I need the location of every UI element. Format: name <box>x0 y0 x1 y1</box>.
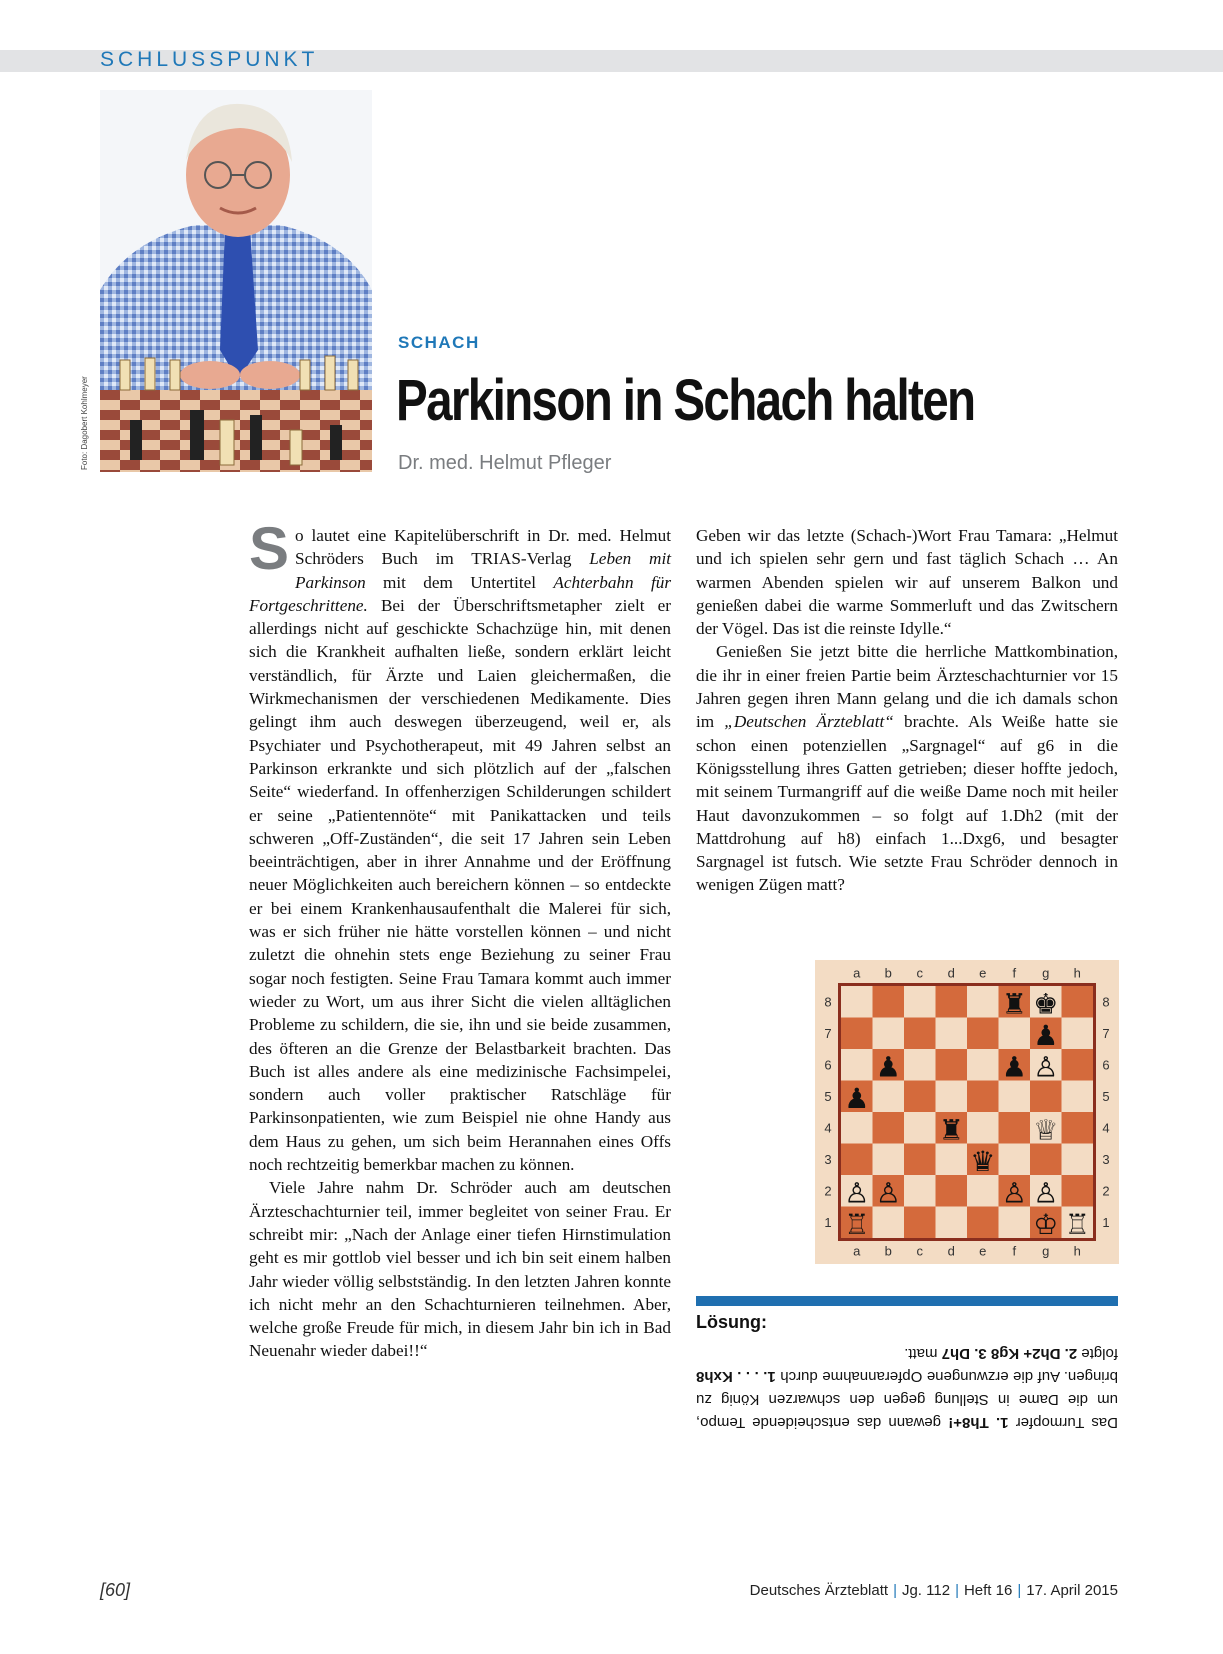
text: Genießen Sie jetzt bitte die herrliche Mattkombination, die ihr in einer freien Partie beim Ärzteschachturnier vor 15 Jahren gegen ihren Mann gelang und die ich damals schon im <box>696 642 1118 732</box>
square-d5 <box>936 1081 968 1113</box>
file-label-bottom: e <box>979 1243 987 1259</box>
rank-label-left: 1 <box>824 1214 832 1230</box>
file-label-top: e <box>979 965 987 981</box>
piece-white-queen-g4: ♕ <box>1033 1113 1059 1147</box>
article-kicker: SCHACH <box>398 333 480 352</box>
footer-volume: Jg. 112 <box>901 1582 951 1599</box>
author-photo <box>100 90 372 472</box>
square-c6 <box>904 1049 936 1081</box>
file-label-top: c <box>916 965 923 981</box>
rank-label-right: 8 <box>1102 994 1110 1010</box>
file-label-bottom: a <box>853 1243 861 1259</box>
square-a8 <box>841 986 873 1018</box>
text: folgte <box>1077 1345 1118 1362</box>
rank-label-right: 1 <box>1102 1214 1110 1230</box>
square-b8 <box>873 986 905 1018</box>
rank-label-left: 3 <box>824 1151 832 1167</box>
square-a4 <box>841 1112 873 1144</box>
square-h8 <box>1062 986 1094 1018</box>
rank-label-left: 4 <box>824 1120 832 1136</box>
square-d1 <box>936 1207 968 1239</box>
square-d7 <box>936 1018 968 1050</box>
footer-issue: Heft 16 <box>963 1582 1013 1599</box>
file-label-top: b <box>884 965 892 981</box>
photo-credit: Foto: Dagobert Kohlmeyer <box>80 376 89 470</box>
article-author: Dr. med. Helmut Pfleger <box>398 452 612 474</box>
square-g3 <box>1030 1144 1062 1176</box>
dropcap: S <box>249 515 290 582</box>
section-label: SCHLUSSPUNKT <box>100 48 319 71</box>
square-h2 <box>1062 1175 1094 1207</box>
square-h5 <box>1062 1081 1094 1113</box>
file-label-top: d <box>947 965 955 981</box>
square-e7 <box>967 1018 999 1050</box>
file-label-top: h <box>1073 965 1081 981</box>
file-label-bottom: h <box>1073 1243 1081 1259</box>
square-a7 <box>841 1018 873 1050</box>
square-c8 <box>904 986 936 1018</box>
square-a3 <box>841 1144 873 1176</box>
square-c2 <box>904 1175 936 1207</box>
text: matt. <box>904 1345 942 1362</box>
text: o lautet eine Kapitelüberschrift in Dr. med. Helmut Schröders Buch im TRIAS-Verlag <box>295 526 671 569</box>
square-f5 <box>999 1081 1031 1113</box>
move: 1. Th8+! <box>948 1414 1009 1431</box>
square-f4 <box>999 1112 1031 1144</box>
rank-label-right: 5 <box>1102 1088 1110 1104</box>
paragraph: Viele Jahre nahm Dr. Schröder auch am deutschen Ärzteschachturnier teil, immer begleitet von seiner Frau. Er schreibt mir: „Nach der Anlage einer tiefen Hirnstimulation geht es mir gottlob viel besser und ich bin seit einem halben Jahr wieder völlig selbstständig. In den letzten Jahren konnte ich nicht mehr an den Schachturnieren teilnehmen. Aber, welche große Freude für mich, in diesem Jahr bin ich in Bad Neuenahr wieder dabei!!“ <box>249 1178 671 1361</box>
square-e1 <box>967 1207 999 1239</box>
square-c1 <box>904 1207 936 1239</box>
article-column-right <box>696 524 1118 897</box>
piece-black-pawn-b6: ♟ <box>875 1050 901 1084</box>
text: mit dem Untertitel <box>365 572 554 592</box>
footer-date: 17. April 2015 <box>1026 1582 1118 1599</box>
square-e5 <box>967 1081 999 1113</box>
piece-white-pawn-g6: ♙ <box>1033 1050 1059 1084</box>
file-label-bottom: f <box>1012 1243 1017 1259</box>
book-subtitle: Achterbahn für Fortgeschrittene. <box>249 572 672 615</box>
author-photo-illustration <box>100 90 372 472</box>
separator: | <box>1017 1582 1022 1599</box>
piece-white-pawn-a2: ♙ <box>844 1176 870 1210</box>
square-c7 <box>904 1018 936 1050</box>
file-label-bottom: d <box>947 1243 955 1259</box>
square-h7 <box>1062 1018 1094 1050</box>
square-b1 <box>873 1207 905 1239</box>
chess-diagram <box>815 960 1119 1264</box>
move: 2. Dh2+ Kg8 3. Dh7 <box>941 1345 1078 1362</box>
article-title: Parkinson in Schach halten <box>396 368 975 433</box>
file-label-top: a <box>853 965 861 981</box>
separator: | <box>955 1582 959 1599</box>
square-b7 <box>873 1018 905 1050</box>
paragraph <box>696 640 1118 896</box>
move: 1. . . . Kxh8 <box>696 1368 776 1385</box>
page-number: [60] <box>100 1580 131 1600</box>
text: brachte. Als Weiße hatte sie schon einen potenziellen „Sargnagel“ auf g6 in die Königsstellung ihres Gatten getrieben; dieser hoffte jedoch, mit seinem Turmangriff auf die weiße Dame noch mit heiler Haut davonzukommen – so folgt auf 1.Dh2 (mit der Mattdrohung auf h8) einfach 1...Dxg6, und besagter Sargnagel ist futsch. Wie setzte Frau Schröder dennoch in wenigen Zügen matt? <box>696 712 1118 895</box>
file-label-top: f <box>1012 965 1017 981</box>
square-e8 <box>967 986 999 1018</box>
text: Bei der Überschriftsmetapher zielt er allerdings nicht auf geschickte Schachzüge hin, mit denen sich die Krankheit aufhalten ließe, sondern erklärt leicht verständlich, für Ärzte und Laien gleichermaßen, die Wirkmechanismen der verschiedenen Medikamente. Dies gelingt ihm auch deswegen überzeugend, weil er, als Psychiater und Psychotherapeut, mit 49 Jahren selbst an Parkinson erkrankte und sich plötzlich auf der „falschen Seite“ wiederfand. In offenherzigen Schilderungen schildert er seine „Patientennöte“ mit Panikattacken und teils schweren „Off-Zuständen“, die seit 17 Jahren sein Leben beeinträchtigen, aber in ihrer Annahme und der Eröffnung neuer Möglichkeiten auch bereichern können – so entdeckte er bei einem Krankenhausaufenthalt die Malerei für sich, was er sich früher nie hätte vorstellen können – und nicht zuletzt die ohnehin stets enge Beziehung zu seiner Frau sogar noch festigten. Seine Frau Tamara kommt auch immer wieder zu Wort, um aus ihrer Sicht die vielen alltäglichen Probleme zu schildern, die sie, ihn und sie beide zusammen, des öfteren an die Grenze der Belastbarkeit brachten. Das Buch ist alles andere als eine medizinische Fachsimpelei, sondern auch voller praktischer Ratschläge für Parkinsonpatienten, wie zum Beispiel nie ohne Handy aus dem Haus zu gehen, um sich beim Herannahen eines Offs noch rechtzeitig bemerkbar machen zu können. <box>249 595 671 1175</box>
piece-white-king-g1: ♔ <box>1033 1207 1059 1241</box>
piece-white-pawn-f2: ♙ <box>1001 1176 1027 1210</box>
square-c3 <box>904 1144 936 1176</box>
piece-black-pawn-f6: ♟ <box>1001 1050 1027 1084</box>
square-d3 <box>936 1144 968 1176</box>
rank-label-right: 7 <box>1102 1025 1110 1041</box>
rank-label-left: 7 <box>824 1025 832 1041</box>
paragraph <box>249 515 672 1176</box>
solution-bar <box>696 1296 1118 1306</box>
square-e2 <box>967 1175 999 1207</box>
book-title: Leben mit Parkinson <box>295 549 671 592</box>
piece-white-rook-h1: ♖ <box>1064 1207 1090 1241</box>
rank-label-right: 6 <box>1102 1057 1110 1073</box>
square-h3 <box>1062 1144 1094 1176</box>
paragraph: Geben wir das letzte (Schach-)Wort Frau Tamara: „Helmut und ich spielen sehr gern und fast täglich Schach … An warmen Abenden spielen wir auf unserem Balkon und genießen dabei die warme Sommerluft und das Zwitschern der Vögel. Das ist die reinste Idylle.“ <box>696 526 1118 639</box>
square-c4 <box>904 1112 936 1144</box>
file-label-bottom: c <box>916 1243 923 1259</box>
footer-publication: Deutsches Ärzteblatt <box>749 1582 889 1599</box>
square-d2 <box>936 1175 968 1207</box>
rank-label-left: 8 <box>824 994 832 1010</box>
rank-label-left: 2 <box>824 1183 832 1199</box>
piece-black-rook-d4: ♜ <box>938 1113 964 1147</box>
chess-board <box>815 960 1119 1264</box>
piece-black-pawn-g7: ♟ <box>1033 1018 1059 1052</box>
text: gewann das entscheidende Tempo, um die Dame in Stellung gegen den schwarzen König zu bringen. Auf die erzwungene Opferannahme durch <box>696 1368 1118 1431</box>
rank-label-left: 5 <box>824 1088 832 1104</box>
square-b4 <box>873 1112 905 1144</box>
piece-white-pawn-b2: ♙ <box>875 1176 901 1210</box>
square-b3 <box>873 1144 905 1176</box>
rank-label-right: 4 <box>1102 1120 1110 1136</box>
separator: | <box>893 1582 897 1599</box>
piece-black-queen-e3: ♛ <box>970 1144 996 1178</box>
square-f7 <box>999 1018 1031 1050</box>
file-label-top: g <box>1042 965 1050 981</box>
piece-black-king-g8: ♚ <box>1033 987 1059 1021</box>
piece-white-rook-a1: ♖ <box>844 1207 870 1241</box>
solution-title: Lösung: <box>696 1312 767 1332</box>
square-e6 <box>967 1049 999 1081</box>
square-d6 <box>936 1049 968 1081</box>
rank-label-right: 2 <box>1102 1183 1110 1199</box>
file-label-bottom: g <box>1042 1243 1050 1259</box>
solution-text-upside-down <box>696 1342 1118 1434</box>
rank-label-left: 6 <box>824 1057 832 1073</box>
square-h4 <box>1062 1112 1094 1144</box>
text: Das Turmopfer <box>1008 1414 1118 1431</box>
piece-black-pawn-a5: ♟ <box>844 1081 870 1115</box>
footer <box>750 1582 1118 1599</box>
file-label-bottom: b <box>884 1243 892 1259</box>
square-e4 <box>967 1112 999 1144</box>
square-b5 <box>873 1081 905 1113</box>
rank-label-right: 3 <box>1102 1151 1110 1167</box>
square-c5 <box>904 1081 936 1113</box>
piece-white-pawn-g2: ♙ <box>1033 1176 1059 1210</box>
square-f3 <box>999 1144 1031 1176</box>
piece-black-rook-f8: ♜ <box>1001 987 1027 1021</box>
square-a6 <box>841 1049 873 1081</box>
article-column-left <box>249 515 672 1363</box>
square-f1 <box>999 1207 1031 1239</box>
square-g5 <box>1030 1081 1062 1113</box>
square-h6 <box>1062 1049 1094 1081</box>
square-d8 <box>936 986 968 1018</box>
publication-name: „Deutschen Ärzteblatt“ <box>724 712 894 732</box>
